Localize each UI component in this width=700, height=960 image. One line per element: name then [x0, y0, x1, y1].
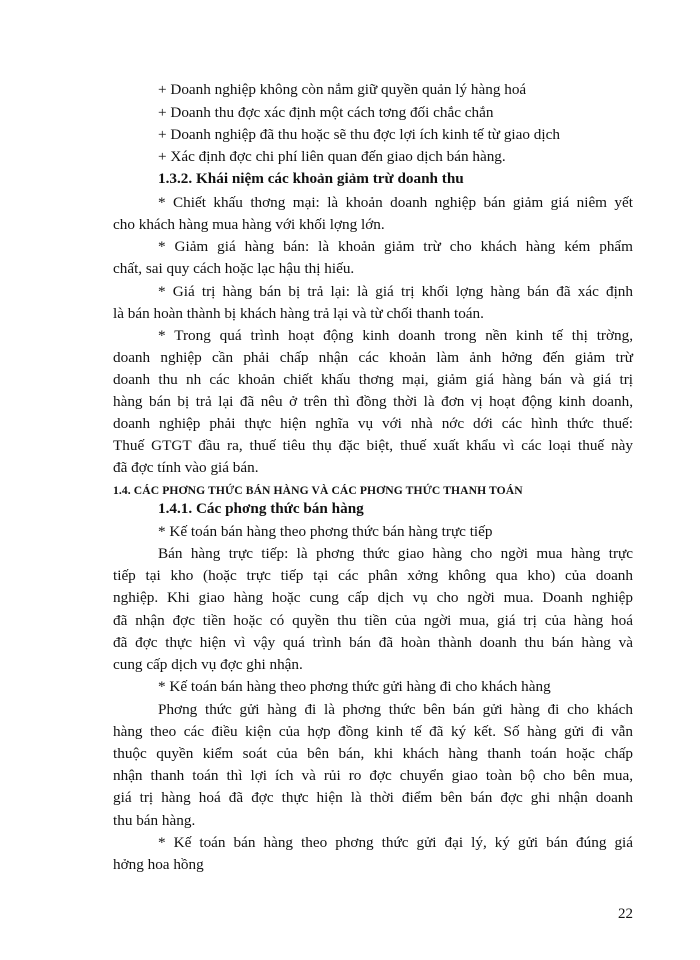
- text-line: giá trị hàng hoá đã đợc thực hiện là thời điểm bên bán đợc ghi nhận doanh: [113, 789, 633, 806]
- text-line: chất, sai quy cách hoặc lạc hậu thị hiếu.: [113, 260, 355, 277]
- text-line: hàng theo các điều kiện của hợp đồng kinh tế đã ký kết. Số hàng gửi đi vẫn: [113, 723, 633, 740]
- text-line: + Doanh nghiệp không còn nắm giữ quyền quản lý hàng hoá: [158, 81, 527, 98]
- text-line: * Giảm giá hàng bán: là khoản giảm trừ cho khách hàng kém phẩm: [158, 238, 633, 255]
- text-line: nghiệp. Khi giao hàng hoặc cung cấp dịch vụ cho ngời mua. Doanh nghiệp: [113, 589, 633, 606]
- text-line: Thuế GTGT đầu ra, thuế tiêu thụ đặc biệt, thuế xuất khẩu vì các loại thuế này: [113, 437, 633, 454]
- page-number: 22: [618, 906, 633, 922]
- text-line: hởng hoa hồng: [113, 856, 204, 873]
- text-line: cung cấp dịch vụ đợc ghi nhận.: [113, 656, 303, 673]
- section-heading: 1.3.2. Khái niệm các khoản giảm trừ doanh thu: [158, 170, 464, 187]
- text-line: * Giá trị hàng bán bị trả lại: là giá trị khối lợng hàng bán đã xác định: [158, 283, 633, 300]
- text-line: thu bán hàng.: [113, 812, 196, 829]
- text-line: doanh thu nh các khoản chiết khấu thơng mại, giảm giá hàng bán và giá trị: [113, 371, 633, 388]
- text-line: nhận thanh toán thì lợi ích và rủi ro đợc chuyển giao toàn bộ cho bên mua,: [113, 767, 633, 784]
- text-line: * Chiết khấu thơng mại: là khoản doanh nghiệp bán giảm giá niêm yết: [158, 194, 633, 211]
- text-line: * Kế toán bán hàng theo phơng thức gửi hàng đi cho khách hàng: [158, 678, 551, 695]
- text-line: đã đợc thực hiện vì vậy quá trình bán đã hoàn thành doanh thu bán hàng và: [113, 634, 633, 651]
- text-line: + Doanh thu đợc xác định một cách tơng đối chắc chắn: [158, 104, 494, 121]
- text-line: Bán hàng trực tiếp: là phơng thức giao hàng cho ngời mua hàng trực: [158, 545, 633, 562]
- text-line: cho khách hàng mua hàng với khối lợng lớn.: [113, 216, 385, 233]
- text-line: Phơng thức gửi hàng đi là phơng thức bên bán gửi hàng đi cho khách: [158, 701, 633, 718]
- text-line: doanh nghiệp phải thực hiện nghĩa vụ với nhà nớc dới các hình thức thuế:: [113, 415, 633, 432]
- text-line: là bán hoàn thành bị khách hàng trả lại và từ chối thanh toán.: [113, 305, 484, 322]
- text-line: * Kế toán bán hàng theo phơng thức gửi đại lý, ký gửi bán đúng giá: [158, 834, 633, 851]
- section-heading: 1.4.1. Các phơng thức bán hàng: [158, 500, 364, 517]
- text-line: tiếp tại kho (hoặc trực tiếp tại các phân xởng không qua kho) của doanh: [113, 567, 633, 584]
- text-line: đã nhận đợc tiền hoặc có quyền thu tiền của ngời mua, giá trị của hàng hoá: [113, 612, 633, 629]
- text-line: + Doanh nghiệp đã thu hoặc sẽ thu đợc lợi ích kinh tế từ giao dịch: [158, 126, 560, 143]
- text-line: doanh nghiệp cần phải chấp nhận các khoản làm ảnh hởng đến giảm trừ: [113, 349, 633, 366]
- text-line: + Xác định đợc chi phí liên quan đến giao dịch bán hàng.: [158, 148, 506, 165]
- text-line: * Kế toán bán hàng theo phơng thức bán hàng trực tiếp: [158, 523, 493, 540]
- text-line: thuộc quyền kiểm soát của bên bán, khi khách hàng thanh toán hoặc chấp: [113, 745, 633, 762]
- text-line: hàng bán bị trả lại đã nêu ở trên thì đồng thời là đơn vị hoạt động kinh doanh,: [113, 393, 633, 410]
- text-line: * Trong quá trình hoạt động kinh doanh trong nền kinh tế thị trờng,: [158, 327, 633, 344]
- text-line: đã đợc tính vào giá bán.: [113, 459, 259, 476]
- chapter-heading: 1.4. CÁC PHƠNG THỨC BÁN HÀNG VÀ CÁC PHƠNG THỨC THANH TOÁN: [113, 484, 523, 497]
